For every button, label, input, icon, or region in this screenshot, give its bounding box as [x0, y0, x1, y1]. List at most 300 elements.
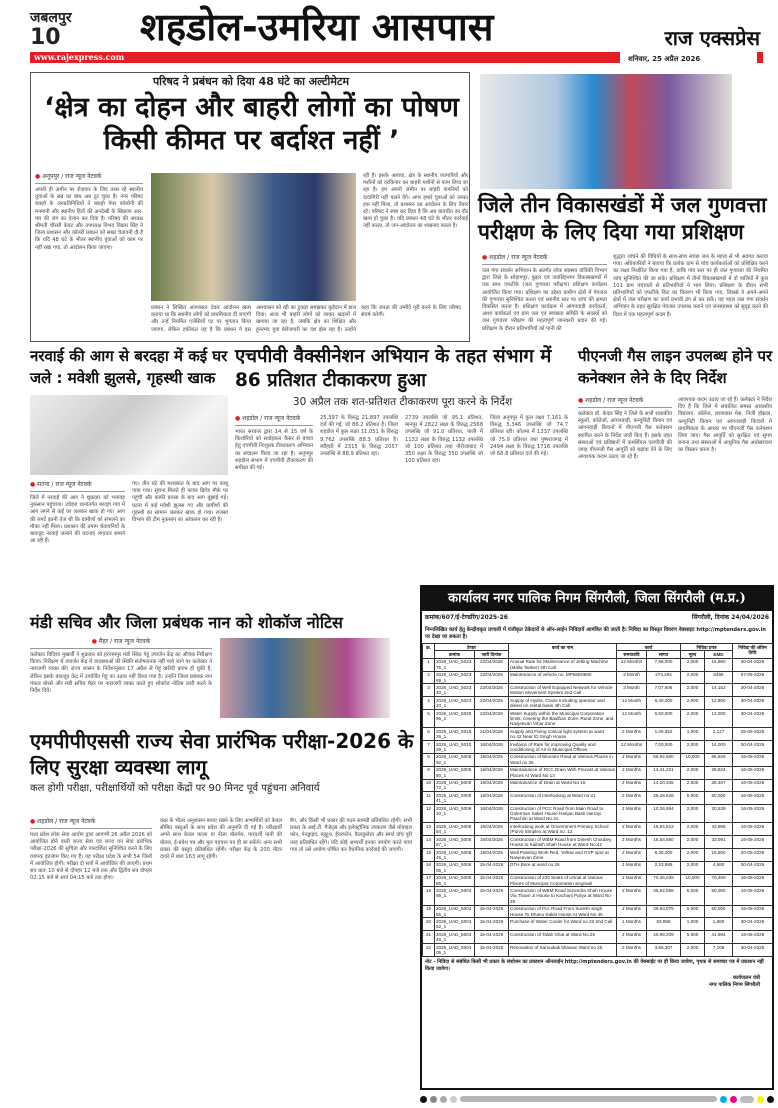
tender-cell-date: 15-04-2026 — [475, 905, 509, 918]
tender-cell-last: 16-05-2026 — [733, 823, 773, 836]
tender-cell-date: 16/04/2026 — [475, 792, 509, 805]
tender-cell-duration: 12 Month — [617, 710, 647, 728]
tender-cell-emd: 66,926 — [705, 753, 733, 766]
tender-cell-cost: 6,50,000 — [647, 710, 681, 728]
story-column — [30, 481, 125, 605]
tender-cell-cost: 10,26,954 — [647, 805, 681, 823]
story-headline: नरवाई की आग से बरदहा में कई घर जले : मवेशी झुलसे, गृहस्थी खाक — [30, 347, 228, 387]
tender-cell-duration: 2 Month — [617, 671, 647, 684]
tender-cell-price: 2,000 — [681, 658, 705, 671]
tender-cell-cost: 7,98,000 — [647, 658, 681, 671]
tender-cell-work: Purchase of Water Cooler for Ward no.32 2nd Call — [509, 918, 617, 931]
tender-cell-last: 05-05-2026 — [733, 728, 773, 741]
tender-cell-work: Construction of Bitumen Road at Various Places in Ward no 25 — [509, 753, 617, 766]
tender-row — [423, 792, 773, 805]
header-fee: निविदा प्रपत्र — [681, 644, 733, 651]
tender-cell-last: 16-05-2026 — [733, 836, 773, 849]
header-bar-tip — [757, 52, 763, 63]
story-subhead: कल होगी परीक्षा, परीक्षार्थियों को परीक्षा केंद्रों पर 90 मिनट पूर्व पहुंचना अनिवार्य — [30, 783, 320, 794]
tender-row — [423, 710, 773, 728]
tender-cell-price: 2,000 — [681, 805, 705, 823]
tender-cell-date: 21/04/2026 — [475, 728, 509, 741]
tender-cell-no: 2026_UAD_500980_1 — [435, 766, 475, 779]
tender-cell-sno: 9 — [423, 766, 435, 779]
tender-cell-no: 2026_UAD_502375_1 — [435, 658, 475, 671]
tender-cell-last: 30-04-2026 — [733, 918, 773, 931]
story-kicker: परिषद ने प्रबंधन को दिया 48 घंटे का अल्टीमेटम — [121, 75, 381, 89]
story-body: आवश्यक कदम उठाए जा रहे हैं। कलेक्टर ने निर्देश दिए हैं कि जिले में संचालित समस्त आवासीय विद्यालय, कॉलेज, छात्रावास मेस, निजी हॉस्टल, कम्युनिटी किचन एवं आंगनवाड़ी किचनों में प्राथमिकता के आधार पर पीएनजी गैस कनेक्शन लिया जाए। गैस आपूर्ति को सुरक्षित एवं सुगम बनाना तथा संस्थाओं में आधुनिक गैस अधोसंरचना का विस्तार करना है। — [678, 397, 772, 454]
tender-cell-price: 10,000 — [681, 874, 705, 887]
tender-cell-price: 2,000 — [681, 741, 705, 754]
story-photo — [220, 638, 390, 718]
tender-cell-date: 15-04-2026 — [475, 918, 509, 931]
byline: ● अनूपपुर / राज न्यूज नेटवर्क — [35, 173, 143, 184]
signature — [422, 975, 772, 989]
section-title: शहडोल-उमरिया आसपास — [140, 5, 494, 49]
header-last-date: निविदा की अंतिम तिथि — [733, 644, 773, 659]
tender-cell-work: Construction of 220 Seats of Urinal at Various Places of Muncipal Corporation singrauli — [509, 874, 617, 887]
tender-row — [423, 741, 773, 754]
header-work: कार्य — [617, 644, 681, 651]
tender-title: कार्यालय नगर पालिक निगम सिंगरौली, जिला सिंगरौली (म.प्र.) — [422, 587, 772, 611]
header-work-name: कार्य का नाम — [509, 644, 617, 659]
tender-cell-duration: 2 Months — [617, 836, 647, 849]
tender-cell-duration: 2 Months — [617, 874, 647, 887]
print-registration-bar — [420, 1095, 774, 1103]
tender-row — [423, 805, 773, 823]
tender-cell-price: 2,000 — [681, 671, 705, 684]
tender-cell-emd: 50,000 — [705, 792, 733, 805]
tender-row — [423, 905, 773, 918]
lead-story — [30, 72, 470, 342]
header-emd: EMD — [705, 651, 733, 658]
tender-cell-emd: 70,460 — [705, 874, 733, 887]
tender-cell-duration: 2 Months — [617, 849, 647, 862]
tender-cell-date: 16/04/2026 — [475, 836, 509, 849]
tender-intro: निम्नलिखित कार्य हेतु केन्द्रीयकृत प्रणाली में पंजीकृत ठेकेदारों से ऑन-लाईन निविदायें आमंत्रित की जाती है। निविदा का विस्तृत विवरण वेबसाइट http://mptenders.gov.in पर देखा जा सकता है। — [425, 627, 766, 640]
tender-cell-emd: 50,000 — [705, 905, 733, 918]
tender-cell-cost: 70,46,039 — [647, 874, 681, 887]
tender-cell-sno: 11 — [423, 792, 435, 805]
tender-cell-last: 30-04-2026 — [733, 684, 773, 697]
byline: ● शहडोल / राज न्यूज नेटवर्क — [482, 254, 607, 265]
tender-cell-sno: 14 — [423, 836, 435, 849]
tender-cell-sno: 18 — [423, 887, 435, 905]
tender-cell-work: Construction of Well Equipped Network for Vehicle Motion Movement System 2nd Call — [509, 684, 617, 697]
tender-cell-duration: 2 Months — [617, 931, 647, 944]
tender-cell-work: Maintenance of vehicle no. MP66D0660 — [509, 671, 617, 684]
tender-ref: क्रमांक/607/ई-टेण्डरिंग/2025-26 — [425, 614, 508, 621]
story-column — [235, 415, 313, 605]
header-price: मूल्य — [681, 651, 705, 658]
story-subhead: 30 अप्रैल तक शत-प्रतिशत टीकाकरण पूरा करने के निर्देश — [292, 396, 513, 408]
story-body: जल गंगा संवर्धन अभियान के अंतर्गत लोक स्वास्थ्य यांत्रिकी विभाग द्वारा जिले के सोहागपुर, बुढ़ार एवं जयसिंहनगर विकासखण्डों में एक साथ एफटीके (जल गुणवत्ता परीक्षण) प्रशिक्षण कार्यक्रम आयोजित किया गया। प्रशिक्षण का उद्देश्य ग्रामीण क्षेत्रों में पेयजल की गुणवत्ता सुनिश्चित करना एवं स्थानीय स्तर पर जांच की क्षमता विकसित करना है। प्रशिक्षण कार्यक्रम में आंगनवाड़ी कार्यकर्ता, आशा कार्यकर्ता एवं ग्राम जल एवं स्वच्छता समिति के सदस्यों को जल गुणवत्ता परीक्षण की महत्वपूर्ण जानकारी प्रदान की गई। प्रशिक्षण के दौरान प्रतिभागियों को पानी की — [482, 268, 607, 332]
tender-cell-last: 16-05-2026 — [733, 931, 773, 944]
tender-cell-no: 2026_UAD_502095_1 — [435, 710, 475, 728]
tender-cell-no: 2026_UAD_500845_1 — [435, 849, 475, 862]
tender-cell-work: Construction of PCC Road from Main Road to Golerman Saket House Harijan Basti Harrayi Paschim at Ward No.31 — [509, 805, 617, 823]
byline: ● शहडोल / राज न्यूज नेटवर्क — [30, 818, 152, 829]
tender-cell-cost: 39,83,075 — [647, 905, 681, 918]
mppsc-story — [30, 728, 415, 1098]
tender-cell-work: Maintainance of Drain at Ward No 15 — [509, 779, 617, 792]
tender-cell-work: Maintainance of RCC Drain With Precast at Various Places At Ward No 13 — [510, 767, 615, 778]
tender-cell-duration: 12 Months — [617, 658, 647, 671]
signature-title: कार्यपालन यंत्री — [732, 974, 760, 981]
story-body: कलेक्टर डॉ. केदार सिंह ने जिले के सभी शासकीय स्कूलों, कॉलेजों, आंगनवाड़ी, कम्युनिटी किचन एवं आंगनवाड़ी किचनों में पीएनजी गैस कनेक्शन स्थापित करने के निर्देश जारी किए हैं। इसके तहत संस्थाओं एवं प्रतिष्ठानों में कमर्शियल एलपीजी की जगह पीएनजी गैस आपूर्ति को बढ़ावा देने के लिए आवश्यक कदम उठाए जा रहे हैं। — [578, 411, 672, 461]
tender-cell-price: 2,000 — [681, 779, 705, 792]
tender-cell-no: 2026_UAD_500941_1 — [435, 792, 475, 805]
tender-cell-price: 2,000 — [681, 849, 705, 862]
water-quality-story — [478, 72, 773, 342]
tender-cell-duration: 2 Months — [617, 944, 647, 957]
tender-cell-no: 2026_UAD_501826_1 — [435, 728, 475, 741]
story-body: बैग, और किसी भी प्रकार की पठन सामग्री प्रतिबंधित रहेगी। सभी प्रकार के आई.टी. गैजेट्स और इलेक्ट्रॉनिक उपकरण जैसे मोबाइल फोन, पेनड्राइव, ब्लूटूथ, ईयरफोन, कैलकुलेटर और स्मार्ट वॉच पूरी तरह प्रतिबंधित रहेंगे। यदि कोई अभ्यर्थी इनका उपयोग करते पाया गया तो उसे अयोग्य घोषित कर वैधानिक कार्रवाई की जाएगी। — [290, 818, 412, 853]
tender-cell-no: 2026_UAD_500992_1 — [435, 753, 475, 766]
tender-cell-price: 2,000 — [681, 836, 705, 849]
tender-row — [423, 944, 773, 957]
story-body: अपनी ही जमीन पर रोजगार के लिए तरस रहे स्थानीय युवाओं के सब्र का बांध अब टूट चुका है। नगर परिषद बकहो के जनप्रतिनिधियों ने बकहो पेपर कॉलोनी की मनमानी और स्थानीय हितों की अनदेखी के खिलाफ आर-पार की जंग का ऐलान कर दिया है। परिषद की अध्यक्ष श्रीमती चौरसी केवट और उपाध्यक्ष विभय विक्रम सिंह ने जिला प्रशासन और कॉलरी प्रबंधन को सख्त चेतावनी दी है कि यदि 48 घंटे के भीतर स्थानीय युवाओं को काम पर नहीं रखा गया, तो आंदोलन किया जाएगा। — [35, 187, 143, 251]
tender-cell-price: 2,000 — [681, 710, 705, 728]
tender-cell-duration: 2 Months — [617, 823, 647, 836]
tender-cell-sno: 20 — [423, 918, 435, 931]
tender-cell-price: 2,000 — [681, 823, 705, 836]
tender-cell-emd: 28,407 — [705, 779, 733, 792]
tender-cell-duration: 3 Month — [617, 684, 647, 697]
tender-cell-date: 16/04/2026 — [475, 849, 509, 862]
tender-cell-emd: 33,896 — [705, 823, 733, 836]
tender-cell-price: 2,000 — [681, 684, 705, 697]
tender-cell-duration: 2 Months — [617, 728, 647, 741]
tender-cell-cost: 16,94,812 — [647, 823, 681, 836]
tender-cell-last: 16-05-2026 — [733, 874, 773, 887]
tender-cell-cost: 3,55,307 — [647, 944, 681, 957]
tender-cell-emd: 41,984 — [705, 931, 733, 944]
story-body: रही है। इसके अलावा, क्षेत्र के स्थानीय व्यापारियों और मशीनों को दरकिनार कर बाहरी मशीनों से काम लिया जा रहा है। हम अपनी जमीन पर बाहरी कंपनियों को दादागिरी नहीं चलने देंगे। अगर हमारे युवाओं को उनका हक नहीं मिला, तो प्रशासन उग्र आंदोलन के लिए तैयार रहे। परिषद ने स्पष्ट कर दिया है कि अब बातचीत का दौर खत्म हो चुका है। यदि प्रबंधन 48 घंटे के भीतर कार्रवाई नहीं करता, तो जन-आंदोलन का शंखनाद करता है। — [363, 173, 468, 230]
story-headline: मंडी सचिव और जिला प्रबंधक नान को शोकॉज नोटिस — [30, 613, 343, 632]
story-body: शुद्धता जांचने की विधियों के साथ-साथ स्वच्छ जल के महत्व से भी अवगत कराया गया। अधिकारियों ने बताया कि प्रत्येक ग्राम से पांच कार्यकर्ताओं को प्रशिक्षित करने का लक्ष्य निर्धारित किया गया है, ताकि गांव स्तर पर ही जल गुणवत्ता की नियमित जांच सुनिश्चित की जा सके। प्रशिक्षण में तीनों विकासखण्डों में दो पालियों में कुल 101 ग्राम पंचायतों से प्रतिभागियों ने भाग लिया। प्रशिक्षण के दौरान सभी प्रतिभागियों को एफटीके किट का वितरण भी किया गया, जिससे वे अपने-अपने क्षेत्रों में जल परीक्षण का कार्य प्रभावी ढंग से कर सकें। यह पहल जल गंगा संवर्धन अभियान के तहत सुरक्षित पेयजल उपलब्ध कराने एवं जनस्वास्थ्य को सुदृढ़ करने की दिशा में एक महत्वपूर्ण कदम है। — [613, 254, 768, 318]
tender-cell-cost: 6,40,000 — [647, 697, 681, 710]
tender-cell-date: 22/04/2026 — [475, 671, 509, 684]
tender-cell-no: 2026_UAD_500405_1 — [435, 944, 475, 957]
signature-office: नगर पालिक निगम सिंगरौली — [709, 981, 760, 988]
page-number: 10 — [30, 25, 61, 50]
story-column — [482, 254, 607, 340]
tender-row — [423, 658, 773, 671]
tender-cell-duration: 2 Months — [617, 792, 647, 805]
tender-cell-emd: 7,106 — [705, 944, 733, 957]
header-cost: लागत — [647, 651, 681, 658]
tender-cell-emd: 15,960 — [705, 658, 733, 671]
tender-cell-last: 30-04-2026 — [733, 658, 773, 671]
tender-row — [423, 887, 773, 905]
tender-cell-date: 22/04/2026 — [475, 710, 509, 728]
tender-cell-sno: 17 — [423, 874, 435, 887]
story-body: प्रबंधन ने लिखित आश्वासन देकर आंदोलन खत्म कराया था कि स्थानीय लोगों को प्राथमिकता दी जाएगी और उन्हें नियमित एजेंसियों एट पर भुगतान किया जाएगा, लेकिन हकीकत यह है कि प्रबंधन ने इस आश्वासन को रद्दी का टुकड़ा समझकर कूड़ेदान में डाल दिया। आज भी बाहरी लोगों को लाकर खदानों में खपाया जा रहा है, जबकि क्षेत्र का शिक्षित और हुनरमंद युवा बेरोजगारी का दंश झेल रहा है। उन्होंने कहा कि जनता की उम्मीदें पूरी करने के लिए परिषद संघर्ष करेगी। — [151, 305, 461, 333]
tender-row — [423, 766, 773, 779]
tender-cell-no: 2026_UAD_500606_1 — [435, 861, 475, 874]
tender-cell-price: 2,000 — [681, 697, 705, 710]
tender-cell-last: 30-04-2026 — [733, 861, 773, 874]
tender-cell-sno: 10 — [423, 779, 435, 792]
fire-story — [30, 345, 228, 607]
tender-cell-cost: 2,33,985 — [647, 861, 681, 874]
tender-cell-work: Supply of Hydra, Crane Including operator and diesel on rental basis 4th Call — [509, 697, 617, 710]
tender-cell-emd: 5486 — [705, 671, 733, 684]
story-photo — [151, 173, 356, 301]
tender-row — [423, 823, 773, 836]
tender-cell-last: 16-05-2026 — [733, 766, 773, 779]
tender-cell-work: Construction of Talab Ghat at Ward No.26 — [509, 931, 617, 944]
tender-cell-last: 16-05-2026 — [733, 792, 773, 805]
tender-cell-sno: 12 — [423, 805, 435, 823]
tender-cell-date: 16/04/2026 — [475, 823, 509, 836]
tender-cell-work: Construction of WBM Road Surendra Shah House Via Thavri Ji House to Kachani Puliya at Ward No 29 — [509, 887, 617, 905]
tender-cell-date: 15-04-2026 — [475, 931, 509, 944]
story-body: गए। तीन घंटे की मशक्कत के बाद आग पर काबू पाया गया। सूचना मिलते ही फायर ब्रिगेड मौके पर पहुंची और काफी प्रयास के बाद आग बुझाई गई। घटना में कई मवेशी झुलस गए और ग्रामीणों की गृहस्थी का सामान जलकर खाक हो गया। राजस्व विभाग की टीम नुकसान का आंकलन कर रही है। — [132, 481, 228, 524]
tender-row — [423, 728, 773, 741]
story-body: कक्ष के भीतर अनुशासन बनाए रखने के लिए अभ्यर्थियों को केवल सीमित वस्तुओं के साथ प्रवेश की अनुमति दी गई है। परीक्षार्थी अपने साथ केवल काला या नीला बॉलपेन, पारदर्शी पानी की बोतल, ई-प्रवेश पत्र और मूल पहचान पत्र ही ला सकेंगे। अन्य सभी प्रकार की वस्तुएं प्रतिबंधित रहेंगी। परीक्षा केंद्र के 200 मीटर दायरे में धारा 163 लागू रहेगी। — [160, 818, 282, 861]
tender-cell-work: DTH Bore at ward no.26 — [509, 861, 617, 874]
tender-cell-duration: 2 Months — [617, 887, 647, 905]
tender-cell-no: 2026_UAD_500452_1 — [435, 918, 475, 931]
tender-cell-sno: 5 — [423, 710, 435, 728]
png-story — [578, 345, 774, 581]
city-label: जबलपुर — [30, 10, 72, 26]
byline: ● सतना / राज न्यूज नेटवर्क — [30, 481, 125, 492]
header-tender-no: क्रमांक — [435, 651, 475, 658]
tender-cell-date: 15-04-2026 — [475, 887, 509, 905]
tender-cell-no: 2026_UAD_502320_1 — [435, 697, 475, 710]
tender-cell-sno: 19 — [423, 905, 435, 918]
tender-cell-no: 2026_UAD_500455_1 — [435, 905, 475, 918]
tender-cell-last: 16-05-2026 — [733, 753, 773, 766]
tender-cell-emd: 1,680 — [705, 918, 733, 931]
tender-cell-work: Construction of WBM Road from Dinesh Choubey House to Kailash Shah House at Ward No.42 — [509, 836, 617, 849]
tender-cell-cost: 1,06,352 — [647, 728, 681, 741]
tender-cell-last: 30-04-2026 — [733, 741, 773, 754]
story-headline: ‘क्षेत्र का दोहन और बाहरी लोगों का पोषण किसी कीमत पर बर्दाश्त नहीं ’ — [44, 92, 459, 156]
story-photo — [30, 395, 228, 475]
story-body: मध्य प्रदेश लोक सेवा आयोग द्वारा आगामी 26 अप्रैल 2026 को आयोजित होने वाली राज्य सेवा एवं राज्य वन सेवा प्रारंभिक परीक्षा-2026 की सुचिता और पारदर्शिता सुनिश्चित करने के लिए व्यापक इंतजाम किए गए हैं। यह परीक्षा प्रदेश के सभी 54 जिलों में आयोजित होगी। परीक्षा दो सत्रों में आयोजित की जाएगी। प्रथम सत्र प्रातः 10 बजे से दोपहर 12 बजे तक और द्वितीय सत्र दोपहर 02:15 बजे से सायं 04:15 बजे तक होगा। — [30, 832, 152, 882]
tender-table — [422, 643, 773, 957]
tender-cell-work: Construction of Interlocking at Ward no 21 — [509, 792, 617, 805]
tender-cell-emd: 12,800 — [705, 697, 733, 710]
byline: ● मैहर / राज न्यूज नेटवर्क — [30, 638, 212, 649]
tender-cell-emd: 50,000 — [705, 887, 733, 905]
story-column — [30, 818, 152, 1093]
tender-cell-sno: 15 — [423, 849, 435, 862]
tender-cell-duration: 2 Months — [617, 779, 647, 792]
tender-cell-price: 5,000 — [681, 931, 705, 944]
tender-row — [423, 753, 773, 766]
tender-cell-cost: 8,30,000 — [647, 849, 681, 862]
tender-place-date: सिंगरौली, दिनांक 24/04/2026 — [691, 614, 769, 621]
tender-cell-emd: 14,152 — [705, 684, 733, 697]
tender-cell-sno: 16 — [423, 861, 435, 874]
tender-cell-emd: 13,000 — [705, 710, 733, 728]
tender-cell-sno: 1 — [423, 658, 435, 671]
story-headline: एमपीपीएससी राज्य सेवा प्रारंभिक परीक्षा-2026 के लिए सुरक्षा व्यवस्था लागू — [30, 729, 414, 779]
story-column — [30, 638, 212, 720]
showcause-story — [30, 612, 415, 722]
tender-cell-duration: 1 Months — [617, 918, 647, 931]
tender-cell-sno: 7 — [423, 741, 435, 754]
tender-cell-last: 16-05-2026 — [733, 887, 773, 905]
tender-cell-no: 2026_UAD_501029_1 — [435, 741, 475, 754]
tender-cell-date: 16/04/2026 — [475, 741, 509, 754]
tender-row — [423, 849, 773, 862]
tender-cell-date: 15-04-2026 — [475, 861, 509, 874]
tender-cell-work: Invitaion of Rate for improving Quality and conditioning of Air in Municipal Offices — [509, 741, 617, 754]
tender-cell-cost: 7,00,000 — [647, 741, 681, 754]
tender-row — [423, 861, 773, 874]
tender-cell-work: Supply and Fixing conical light system at ward no.42 Near ID Singh House — [509, 728, 617, 741]
header-tender: टेण्डर — [435, 644, 509, 651]
tender-cell-no: 2026_UAD_500459_1 — [435, 887, 475, 905]
tender-meta — [422, 611, 772, 625]
issue-date: शनिवार, 25 अप्रैल 2026 — [628, 55, 701, 63]
website-link[interactable]: www.rajexpress.com — [34, 52, 125, 62]
tender-cell-cost: 16,54,560 — [647, 836, 681, 849]
tender-cell-last: 30-04-2026 — [733, 944, 773, 957]
tender-cell-emd: 4,680 — [705, 861, 733, 874]
tender-cell-price: 5,000 — [681, 887, 705, 905]
tender-cell-last: 20-05-2026 — [733, 849, 773, 862]
tender-cell-no: 2026_UAD_500445_1 — [435, 931, 475, 944]
story-headline: जिले तीन विकासखंडों में जल गुणवत्ता परीक्षण के लिए दिया गया प्रशिक्षण — [478, 193, 767, 244]
tender-cell-date: 15-04-2026 — [475, 874, 509, 887]
masthead — [0, 0, 778, 70]
tender-cell-price: 1,000 — [681, 728, 705, 741]
tender-cell-duration: 12 Months — [617, 741, 647, 754]
tender-cell-last: 30-04-2026 — [733, 710, 773, 728]
tender-cell-work: Construction of Pcc Road From Suresh singh House To Dhanu Saket House At Ward No 45 — [509, 905, 617, 918]
tender-cell-duration: 1 Months — [617, 861, 647, 874]
tender-cell-date: 22/04/2026 — [475, 684, 509, 697]
tender-cell-sno: 8 — [423, 753, 435, 766]
tender-cell-work: Wall Painting Work Red, Yellow and GVP spot at Navjeevan Zone — [509, 849, 617, 862]
tender-cell-cost: 7,07,606 — [647, 684, 681, 697]
tender-row — [423, 931, 773, 944]
tender-cell-emd: 33,091 — [705, 836, 733, 849]
tender-cell-no: 2026_UAD_500910_1 — [435, 805, 475, 823]
tender-cell-cost: 14,41,221 — [647, 766, 681, 779]
tender-cell-cost: 66,92,600 — [647, 753, 681, 766]
tender-cell-emd: 20,539 — [705, 805, 733, 823]
tender-cell-date: 22/04/2026 — [475, 658, 509, 671]
tender-cell-last: 16-05-2026 — [733, 905, 773, 918]
tender-cell-emd: 16,600 — [705, 849, 733, 862]
tender-cell-sno: 22 — [423, 944, 435, 957]
tender-cell-work: Interlocking work at Government Primary School (Purvi) Simplex at Ward no. 12 — [509, 823, 617, 836]
tender-cell-duration: 2 Months — [617, 766, 647, 779]
story-body: 2739 उपलब्धि जो 95.1 प्रतिशत, मानपुर में 2822 लक्ष्य के विरुद्ध 2568 उपलब्धि जो 91.0 प्रतिशत, पाली में 1132 लक्ष्य के विरुद्ध 1132 उपलब्धि जो 100 प्रतिशत तथा नौरोजाबाद में 350 लक्ष्य के विरुद्ध 350 उपलब्धि जो 100 प्रतिशत रहा। — [405, 415, 483, 465]
hpv-story — [235, 345, 570, 607]
header-bar — [30, 52, 620, 63]
tender-cell-emd: 28,824 — [705, 766, 733, 779]
tender-cell-date: 15-04-2026 — [475, 944, 509, 957]
story-photo — [480, 74, 732, 189]
story-body: जिला अनूपपुर में कुल लक्ष्य 7,161 के विरुद्ध 5,346 उपलब्धि जो 74.7 प्रतिशत रही। कोतमा में 1337 उपलब्धि जो 75.9 प्रतिशत तथा पुष्पराजगढ़ में 2494 लक्ष्य के विरुद्ध 1716 उपलब्धि जो 68.8 प्रतिशत दर्ज की गई। — [490, 415, 568, 458]
tender-row — [423, 836, 773, 849]
tender-cell-cost: 35,62,566 — [647, 887, 681, 905]
tender-cell-work: Water Supply within the Municipal Corporation limits, covering the Baidhan Zone, Rural Zone, and Navjeevan Vihar Zone — [509, 710, 617, 728]
tender-cell-date: 16/04/2026 — [475, 779, 509, 792]
tender-cell-last: 30-04-2026 — [733, 697, 773, 710]
tender-cell-sno: 6 — [423, 728, 435, 741]
tender-cell-cost: 14,20,345 — [647, 779, 681, 792]
tender-cell-duration: 2 Months — [617, 805, 647, 823]
tender-cell-sno: 3 — [423, 684, 435, 697]
tender-cell-emd: 2,127 — [705, 728, 733, 741]
tender-cell-sno: 2 — [423, 671, 435, 684]
tender-cell-no: 2026_UAD_502369_1 — [435, 671, 475, 684]
tender-cell-duration: 2 Months — [617, 905, 647, 918]
tender-row — [423, 671, 773, 684]
tender-cell-price: 1,000 — [681, 918, 705, 931]
tender-cell-last: 16-05-2026 — [733, 805, 773, 823]
story-body: 25,397 के विरुद्ध 21,897 उपलब्धि दर्ज की गई, जो 86.2 प्रतिशत है। जिला शहडोल में कुल लक्ष्य 11,051 के विरुद्ध 9,762 उपलब्धि 88.3 प्रतिशत है। ब्यौहारी में 2315 के विरुद्ध 2057 उपलब्धि से 88.9 प्रतिशत रहा। — [320, 415, 398, 458]
tender-cell-last: 16-05-2026 — [733, 779, 773, 792]
tender-cell-cost: 274,294 — [647, 671, 681, 684]
tender-cell-no: 2026_UAD_500864_1 — [435, 823, 475, 836]
tender-cell-date: 16/04/2026 — [475, 766, 509, 779]
tender-cell-cost: 63,998 — [647, 918, 681, 931]
tender-cell-date: 16/04/2026 — [475, 805, 509, 823]
brand-logo: राज एक्सप्रेस — [664, 26, 760, 50]
tender-cell-no: 2026_UAD_500857_1 — [435, 836, 475, 849]
tender-row — [423, 779, 773, 792]
tender-cell-work: Annual Rate for Maintenance of Jetting Machine (Malla Tanker) 4th Call — [509, 658, 617, 671]
tender-row — [423, 874, 773, 887]
tender-cell-no: 2026_UAD_500586_1 — [435, 874, 475, 887]
tender-row — [423, 697, 773, 710]
header-issue-date: जारी दिनांक — [475, 651, 509, 658]
tender-footnote: नोट - निविदा से संबंधित किसी भी प्रकार के संशोधन का प्रकाशन ऑनलाईन http://mptenders.gov.in की वेबसाईट पर ही किया जावेगा, पृथक से समाचार पत्र में प्रकाशन नहीं किया जावेगा। — [425, 958, 764, 972]
story-headline: पीएनजी गैस लाइन उपलब्ध होने पर कनेक्शन लेने के दिए निर्देश — [578, 347, 773, 387]
header-duration: समयावधि — [617, 651, 647, 658]
tender-cell-date: 22/04/2026 — [475, 697, 509, 710]
tender-cell-sno: 21 — [423, 931, 435, 944]
tender-cell-price: 5,000 — [681, 905, 705, 918]
tender-cell-work: Renovation of Samudaik bhawan Ward no 25 — [509, 944, 617, 957]
tender-cell-price: 2,000 — [681, 944, 705, 957]
header-sno: क्र. — [423, 644, 435, 659]
tender-cell-duration: 12 Month — [617, 697, 647, 710]
tender-row — [423, 684, 773, 697]
tender-cell-price: 5,000 — [681, 792, 705, 805]
story-body: जिले में नरवाई की आग ने शुक्रवार को भयावह नुकसान पहुंचाया। उचेहरा थानांतर्गत बरदहा गांव में आग लगने से कई घर जलकर खाक हो गए। आग की लपटें इतनी तेज थीं कि ग्रामीणों को संभलने का मौका नहीं मिला। प्रशासन की तमाम चेतावनियों के बावजूद नरवाई जलाने की घटनाएं लगातार सामने आ रही हैं। — [30, 495, 125, 545]
tender-cell-no: 2026_UAD_502340_1 — [435, 684, 475, 697]
story-column — [35, 173, 143, 338]
tender-cell-price: 10,000 — [681, 753, 705, 766]
tender-cell-price: 2,000 — [681, 861, 705, 874]
tender-cell-duration: 2 Months — [617, 753, 647, 766]
tender-cell-sno: 13 — [423, 823, 435, 836]
story-body: कलेक्टर विदिशा मुखर्जी ने शुक्रवार को हरनामपुर मंडी स्थित गेहूं उपार्जन केंद्र का औचक निरीक्षण किया। निरीक्षण में उपार्जन केंद्र में व्यवस्थाओं की स्थिति संतोषजनक नहीं पाये जाने पर कलेक्टर ने नाराजगी व्यक्त की। राज्य शासन के निर्देशानुसार 17 अप्रैल से गेहूं खरीदी प्रारंभ हो चुकी है, लेकिन इसके बावजूद केंद्र में उपार्जित गेहूं का उठाव नहीं किया गया है। उन्होंने जिला प्रबंधक नान पंकज बोरसे और मंडी सचिव मैहर पर नाराजगी व्यक्त करते हुए शोकॉज नोटिस जारी करने के निर्देश दिये। — [30, 652, 212, 695]
story-body: भारत सरकार द्वारा 14 से 15 वर्ष के किशोरियों को सर्वाइकल कैंसर से बचाव हेतु एचपीवी निःशुल्क टीकाकरण अभियान का संचालन किया जा रहा है। अनूपपुर शहडोल संभाग में एचपीवी टीकाकरण की समीक्षा की गई। — [235, 429, 313, 472]
tender-cell-date: 16/04/2026 — [475, 753, 509, 766]
tender-cell-cost: 29,28,826 — [647, 792, 681, 805]
tender-cell-price: 2,000 — [681, 766, 705, 779]
tender-cell-no: 2026_UAD_500972_1 — [435, 779, 475, 792]
byline: ● शहडोल / राज न्यूज नेटवर्क — [235, 415, 313, 426]
tender-row — [423, 918, 773, 931]
story-headline: एचपीवी वैक्सीनेशन अभियान के तहत संभाग में 86 प्रतिशत टीकाकरण हुआ — [235, 346, 552, 391]
story-column — [578, 397, 672, 579]
byline: ● शहडोल / राज न्यूज नेटवर्क — [578, 397, 672, 408]
